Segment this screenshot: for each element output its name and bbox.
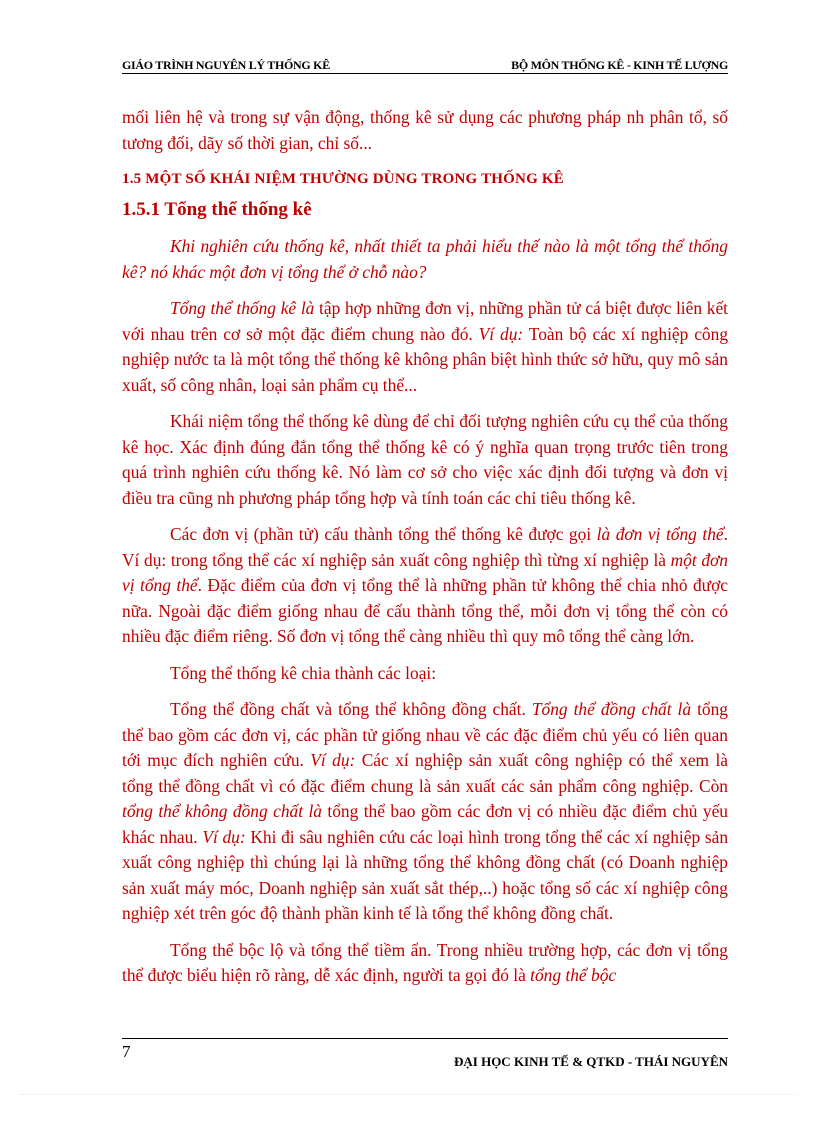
paragraph: Khái niệm tổng thể thống kê dùng để chỉ đối tượng nghiên cứu cụ thể của thống kê học. Xác định đúng đắn tổng thể thống kê có ý nghĩa quan trọng trước tiên trong quá trình nghiên cứu thống kê. Nó làm cơ sở cho việc xác định đối tượng và đơn vị điều tra cũng nh phương pháp tổng hợp và tính toán các chỉ tiêu thống kê.: [122, 411, 728, 508]
header-rule: [122, 73, 728, 74]
subsection-title: 1.5.1 Tổng thể thống kê: [122, 199, 312, 220]
text: . Ví dụ: trong tổng thể các xí nghiệp sản xuất công nghiệp thì từng xí nghiệp là: [122, 524, 728, 570]
term: là đơn vị tổng thể: [596, 524, 724, 544]
footer-rule: [122, 1038, 728, 1039]
term: Tổng thể đồng chất là: [531, 699, 692, 719]
document-body: [122, 105, 728, 989]
paragraph-definition: [122, 296, 728, 398]
example-label: Ví dụ:: [202, 826, 246, 847]
footer-university: ĐẠI HỌC KINH TẾ & QTKD - THÁI NGUYÊN: [454, 1054, 728, 1069]
paragraph: mối liên hệ và trong sự vận động, thống kê sử dụng các phương pháp nh phân tổ, số tương đối, dãy số thời gian, chỉ số...: [122, 107, 728, 153]
text: Toàn bộ các xí nghiệp công nghiệp nước ta là một tổng thể thống kê không phân biệt hình thức sở hữu, quy mô sản xuất, số công nhân, loại sản phẩm cụ thể...: [122, 323, 729, 395]
text: Các xí nghiệp sản xuất công nghiệp có thể xem là tổng thể đồng chất vì có đặc điểm chung là sản xuất các sản phẩm công nghiệp. Còn: [122, 750, 729, 796]
term: tổng thể bộc: [530, 965, 617, 985]
text: tập hợp những đơn vị, những phần tử cá biệt được liên kết với nhau trên cơ sở một đặc điểm chung nào đó.: [122, 298, 728, 344]
text: Tổng thể đồng chất và tổng thể không đồng chất.: [170, 699, 532, 719]
term: tổng thể không đồng chất là: [122, 801, 322, 821]
paragraph-homogeneous: [122, 697, 728, 927]
term: một đơn vị tổng thể: [122, 549, 728, 595]
header-department: BỘ MÔN THỐNG KÊ - KINH TẾ LƯỢNG: [511, 58, 728, 72]
page-footer: [122, 1038, 728, 1078]
page-edge-divider: [20, 1094, 796, 1095]
text: tổng thể bao gồm các đơn vị, các phần tử giống nhau về các đặc điểm chủ yếu có liên quan tới mục đích nghiên cứu.: [122, 699, 728, 770]
page-number: 7: [122, 1042, 131, 1061]
paragraph-revealed: [122, 938, 728, 989]
header-course-title: GIÁO TRÌNH NGUYÊN LÝ THỐNG KÊ: [122, 58, 330, 72]
text: Tổng thể bộc lộ và tổng thể tiềm ẩn. Trong nhiều trường hợp, các đơn vị tổng thể được biểu hiện rõ ràng, dễ xác định, người ta gọi đó là: [122, 939, 728, 985]
paragraph-question: Khi nghiên cứu thống kê, nhất thiết ta phải hiểu thế nào là một tổng thể thống kê? nó khác một đơn vị tổng thể ở chỗ nào?: [122, 236, 728, 282]
text: . Đặc điểm của đơn vị tổng thể là những phần tử không thể chia nhỏ được nữa. Ngoài đặc điểm giống nhau để cấu thành tổng thể, mỗi đơn vị tổng thể còn có nhiều đặc điểm riêng. Số đơn vị tổng thể càng nhiều thì quy mô tổng thể càng lớn.: [122, 575, 728, 646]
page-header: [122, 52, 728, 74]
text: Các đơn vị (phần tử) cấu thành tổng thể thống kê được gọi: [170, 524, 597, 544]
example-label: Ví dụ:: [310, 750, 356, 770]
paragraph-units: [122, 522, 728, 650]
paragraph: Tổng thể thống kê chia thành các loại:: [170, 662, 437, 683]
term: Tổng thể thống kê là: [170, 298, 315, 318]
section-title: 1.5 MỘT SỐ KHÁI NIỆM THƯỜNG DÙNG TRONG THỐNG KÊ: [122, 171, 564, 187]
example-label: Ví dụ:: [478, 323, 524, 344]
text: tổng thể bao gồm các đơn vị có nhiều đặc điểm chủ yếu khác nhau.: [122, 801, 728, 847]
text: Khi đi sâu nghiên cứu các loại hình trong tổng thể các xí nghiệp sản xuất công nghiệp thì chúng lại là những tổng thể không đồng chất (có Doanh nghiệp sản xuất máy móc, Doanh nghiệp sản xuất sắt thép,..) hoặc tổng số các xí nghiệp công nghiệp xét trên góc độ thành phần kinh tế là tổng thể không đồng chất.: [122, 826, 729, 923]
